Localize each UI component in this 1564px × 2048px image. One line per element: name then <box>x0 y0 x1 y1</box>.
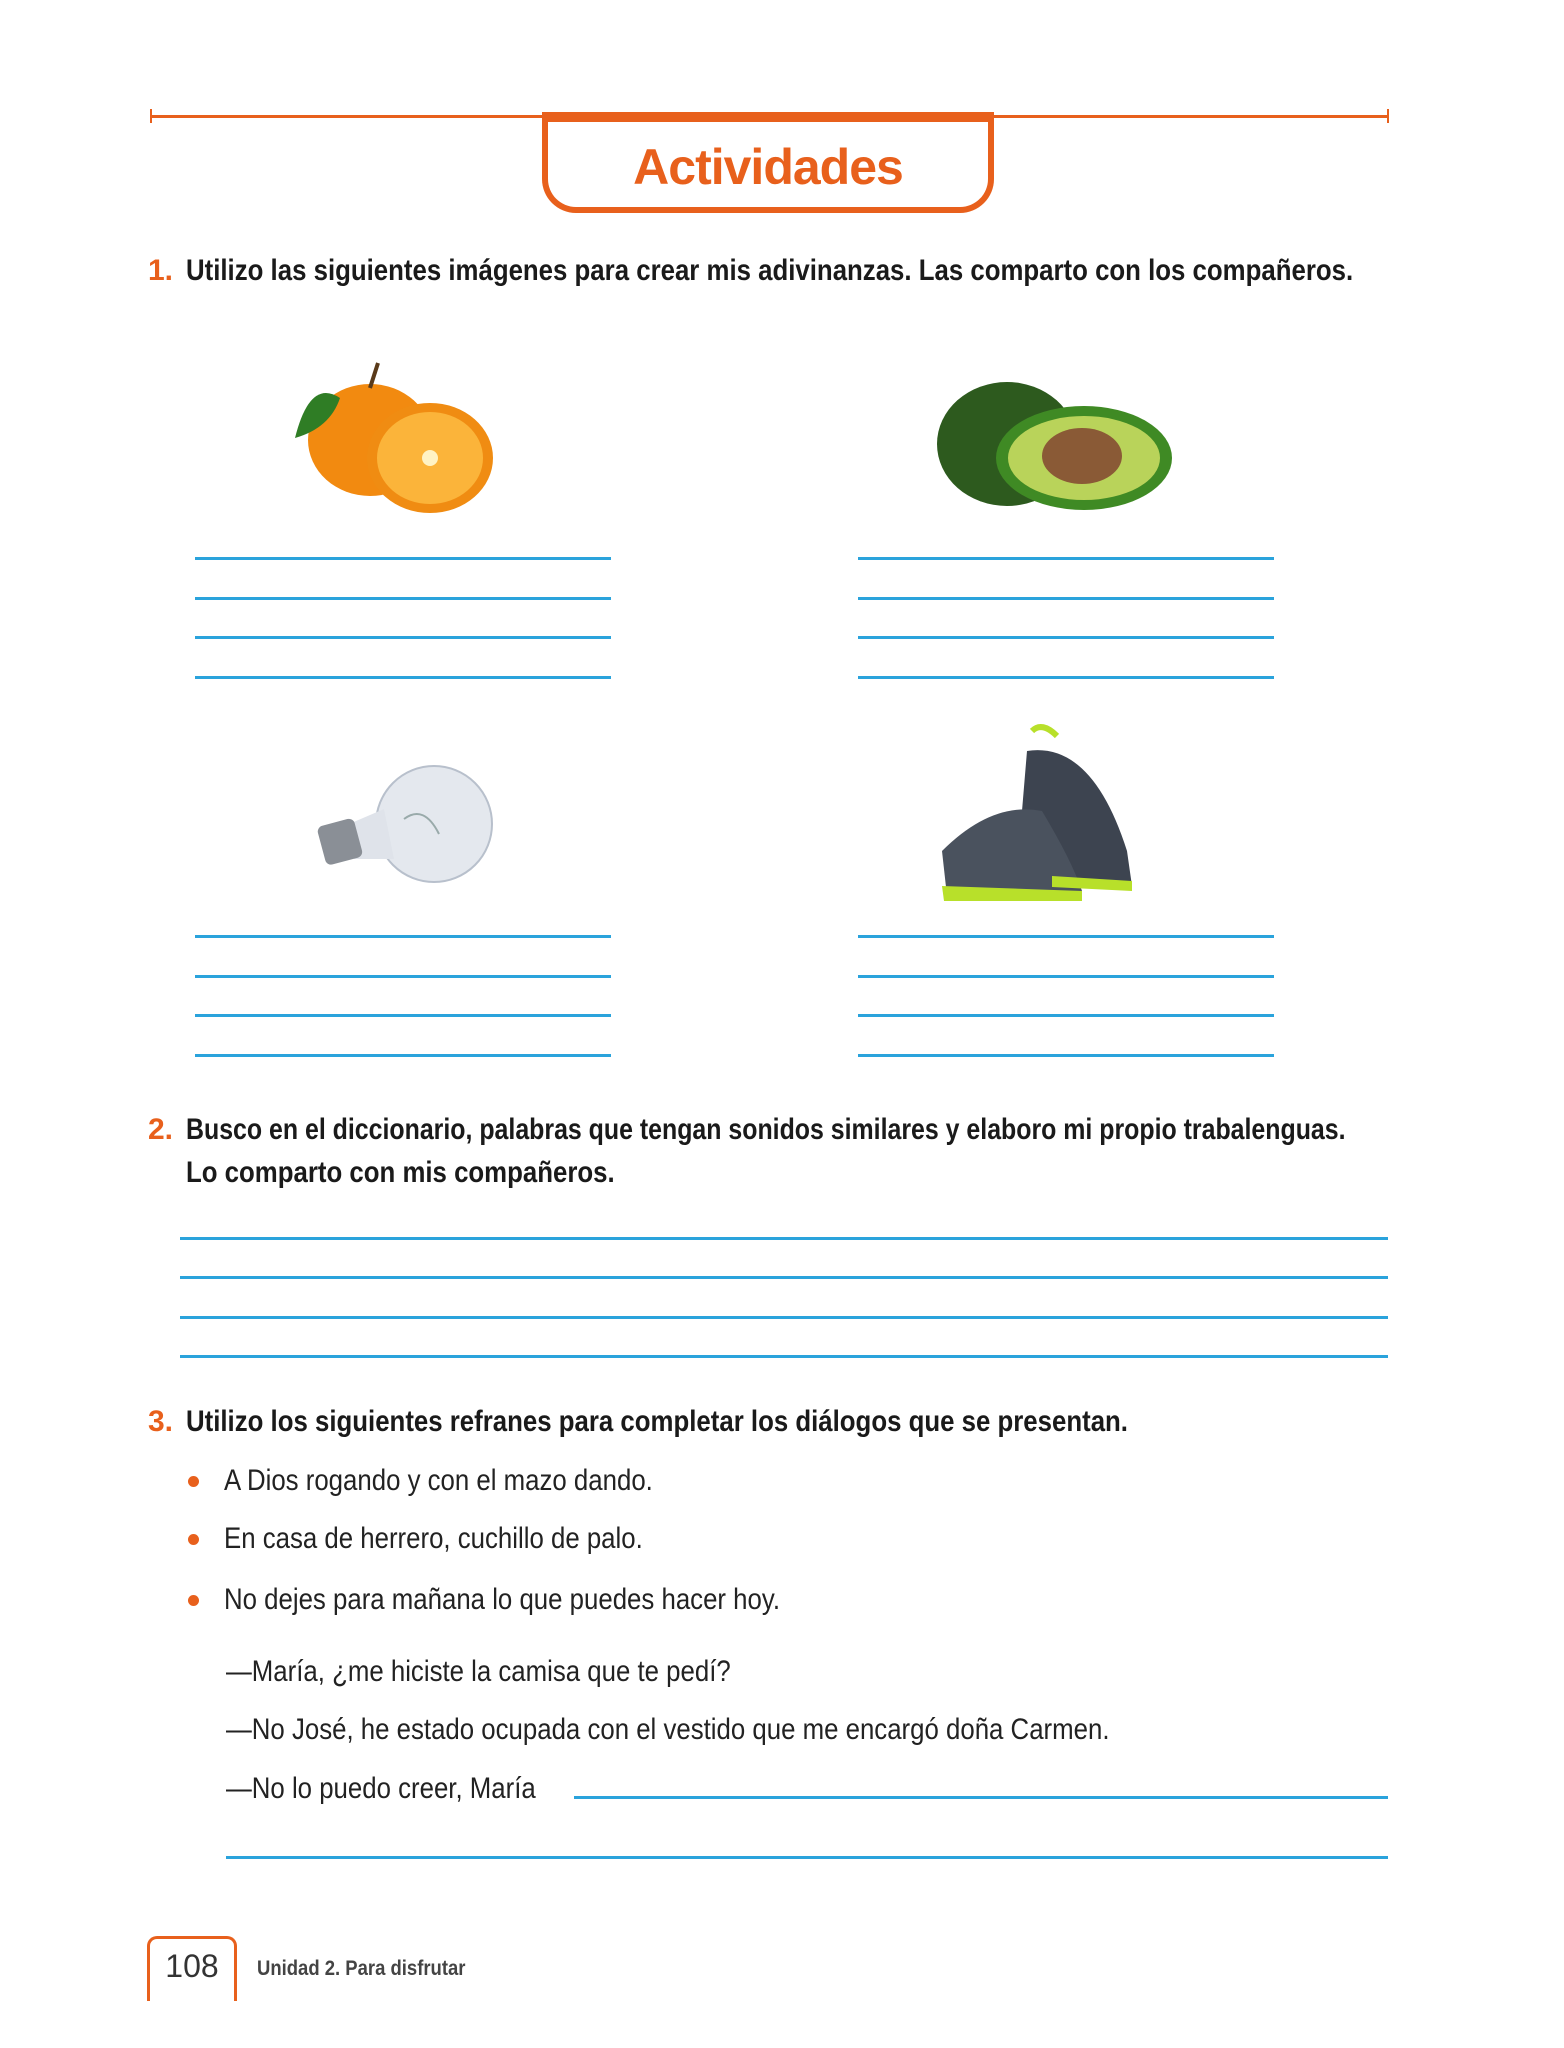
light-bulb-image <box>309 764 504 899</box>
rule-tick <box>150 109 152 123</box>
activity-instruction-cont: Lo comparto con mis compañeros. <box>186 1156 615 1189</box>
avocado-image <box>932 366 1177 521</box>
answer-line[interactable] <box>195 676 611 679</box>
answer-line[interactable] <box>858 935 1274 938</box>
activity-instruction: Busco en el diccionario, palabras que tengan sonidos similares y elaboro mi propio trabalenguas. <box>186 1113 1346 1146</box>
bullet-icon <box>188 1534 199 1545</box>
answer-line[interactable] <box>195 975 611 978</box>
dialogue-line: —María, ¿me hiciste la camisa que te pedí? <box>226 1655 731 1688</box>
answer-line[interactable] <box>195 557 611 560</box>
answer-line[interactable] <box>195 935 611 938</box>
answer-line[interactable] <box>858 1054 1274 1057</box>
orange-image <box>290 358 500 523</box>
answer-line[interactable] <box>195 597 611 600</box>
answer-line[interactable] <box>180 1276 1388 1279</box>
page-number: 108 <box>165 1948 219 1984</box>
sneakers-image <box>932 711 1157 911</box>
answer-line[interactable] <box>180 1316 1388 1319</box>
answer-line[interactable] <box>180 1355 1388 1358</box>
activity-instruction: Utilizo las siguientes imágenes para crear mis adivinanzas. Las comparto con los compañeros. <box>186 254 1354 287</box>
page-title: Actividades <box>633 139 903 195</box>
title-tab-top <box>542 112 994 122</box>
answer-line[interactable] <box>226 1856 1388 1859</box>
answer-line[interactable] <box>858 597 1274 600</box>
activity-number: 2. <box>148 1113 174 1146</box>
answer-line[interactable] <box>180 1237 1388 1240</box>
answer-line[interactable] <box>574 1796 1388 1799</box>
activity-number: 1. <box>148 254 174 287</box>
answer-line[interactable] <box>858 557 1274 560</box>
answer-line[interactable] <box>195 1054 611 1057</box>
bullet-icon <box>188 1595 199 1606</box>
saying-item: En casa de herrero, cuchillo de palo. <box>224 1522 643 1555</box>
answer-line[interactable] <box>858 975 1274 978</box>
activity-instruction: Utilizo los siguientes refranes para completar los diálogos que se presentan. <box>186 1405 1128 1438</box>
activity-number: 3. <box>148 1405 174 1438</box>
answer-line[interactable] <box>195 1014 611 1017</box>
dialogue-line: —No lo puedo creer, María <box>226 1772 536 1805</box>
rule-tick <box>1387 109 1389 123</box>
saying-item: A Dios rogando y con el mazo dando. <box>224 1464 653 1497</box>
bullet-icon <box>188 1476 199 1487</box>
dialogue-line: —No José, he estado ocupada con el vestido que me encargó doña Carmen. <box>226 1713 1110 1746</box>
answer-line[interactable] <box>858 636 1274 639</box>
answer-line[interactable] <box>858 676 1274 679</box>
saying-item: No dejes para mañana lo que puedes hacer hoy. <box>224 1583 781 1616</box>
answer-line[interactable] <box>858 1014 1274 1017</box>
answer-line[interactable] <box>195 636 611 639</box>
unit-label: Unidad 2. Para disfrutar <box>257 1957 466 1980</box>
